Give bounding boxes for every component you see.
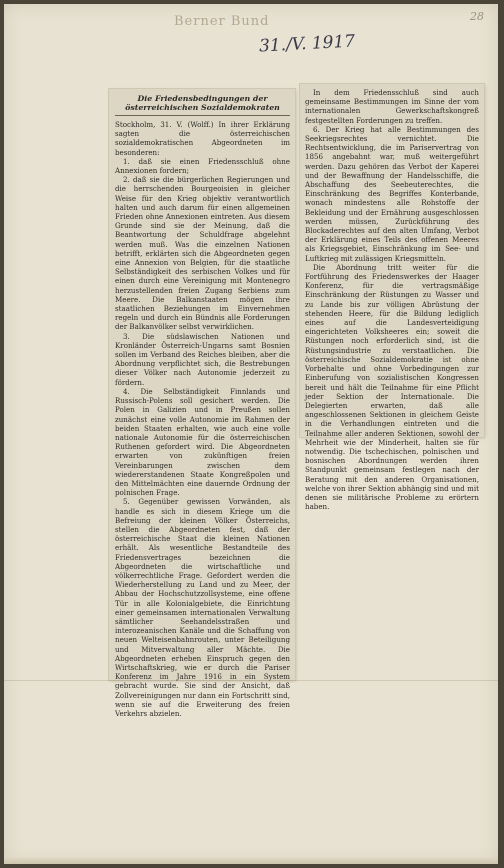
article-paragraph: In dem Friedensschluß sind auch gemeinsame Bestimmungen im Sinne der vom internationalen Gewerkschaftskongreß festgestellten Forderungen zu treffen. [305, 88, 479, 125]
article-paragraph: 3. Die südslawischen Nationen und Kronländer Österreich-Ungarns samt Bosnien sollen im Verband des Reiches bleiben, aber die Abordnung verpflichtet sich, die Bestrebungen dieser Völker nach Autonomie jederzeit zu fördern. [115, 331, 290, 387]
article-paragraph: 5. Gegenüber gewissen Vorwänden, als handle es sich in diesem Kriege um die Befreiung der kleinen Völker Österreichs, stellen die Abgeordneten fest, daß der österreichische Staat die kleinen Nationen erhält. Als wesentliche Bestandteile des Friedensvertrages bezeichnen die Abgeordneten die wirtschaftliche und völkerrechtliche Frage. Gefordert werden die Wiederherstellung zu Land und zu Meer, der Abbau der Hochschutzzollsysteme, eine offene Tür in alle Kolonialgebiete, die Einrichtung einer gemeinsamen internationalen Verwaltung sämtlicher Seehandelsstraßen und interozeanischen Kanäle und die Schaffung von neuen Welteisenbahnrouten, unter Beteiligung und Mitverwaltung aller Mächte. Die Abgeordneten erheben Einspruch gegen den Wirtschaftskrieg, wie er durch die Pariser Konferenz im Jahre 1916 in ein System gebracht wurde. Sie sind der Ansicht, daß Zollvereinigungen nur dann ein Fortschritt sind, wenn sie auf die Erweiterung des freien Verkehrs abzielen. [115, 497, 290, 718]
page-number: 28 [470, 10, 484, 23]
article-paragraph: Stockholm, 31. V. (Wolff.) In ihrer Erklärung sagten die österreichischen sozialdemokratischen Abgeordneten im besonderen: [115, 120, 290, 157]
article-paragraph: 2. daß sie die bürgerlichen Regierungen und die herrschenden Bourgeoisien in gleicher Weise für den Krieg objektiv verantwortlich halten und auch darum für einen allgemeinen Frieden ohne Annexionen eintreten. Aus diesem Grunde sind sie der Meinung, daß die Beantwortung der Schuldfrage abgelehnt werden muß. Was die einzelnen Nationen betrifft, erklärten sich die Abgeordneten gegen eine Annexion von Belgien, für die staatliche Selbständigkeit des serbischen Volkes und für einen durch eine Vereinigung mit Montenegro herzustellenden freien Zugang Serbiens zum Meere. Die Balkanstaaten mögen ihre staatlichen Beziehungen im Einvernehmen regeln und durch ein Bündnis alle Forderungen der Balkanvölker selbst verwirklichen. [115, 175, 290, 332]
article-paragraph: Die Abordnung tritt weiter für die Fortführung des Friedenswerkes der Haager Konferenz, für die vertragsmäßige Einschränkung der Rüstungen zu Wasser und zu Lande bis zur völligen Abrüstung der stehenden Heere, für die Bildung lediglich eines auf die Landesverteidigung eingerichteten Volksheeres ein; soweit die Rüstungen noch erforderlich sind, ist die Rüstungsindustrie zu verstaatlichen. Die österreichische Sozialdemokratie ist ohne Vorbehalte und ohne Vorbedingungen zur Einberufung von sozialistischen Kongressen bereit und hält die Teilnahme für eine Pflicht jeder Sektion der Internationale. Die Delegierten erwarten, daß alle angeschlossenen Sektionen in gleichem Geiste in die Verhandlungen eintreten und die Teilnahme aller anderen Sektionen, sowohl der Mehrheit wie der Minderheit, halten sie für notwendig. Die tschechischen, polnischen und bosnischen Abordnungen werden ihren Standpunkt gemeinsam festlegen nach der Beratung mit den anderen Organisationen, welche von ihrer Sektion abhängig sind und mit denen sie militärische Probleme zu erörtern haben. [305, 262, 479, 512]
article-headline: Die Friedensbedingungen der österreichischen Sozialdemokraten [115, 94, 290, 116]
article-paragraph: 4. Die Selbständigkeit Finnlands und Russisch-Polens soll gesichert werden. Die Polen in Galizien und in Preußen sollen zunächst eine volle Autonomie im Rahmen der beiden Staaten erhalten, wie auch eine volle nationale Autonomie für die österreichischen Ruthenen gefordert wird. Die Abgeordneten erwarten von zukünftigen freien Vereinbarungen zwischen dem wiedererstandenen Staate Kongreßpolen und den Mittelmächten eine dauernde Ordnung der polnischen Frage. [115, 386, 290, 498]
paper-fold-line [4, 680, 498, 681]
handwritten-date: 31./V. 1917 [258, 31, 356, 57]
article-paragraph: 6. Der Krieg hat alle Bestimmungen des Seekriegsrechtes vernichtet. Die Rechtsentwicklung, die im Pariservertrag von 1856 angebahnt war, muß weitergeführt werden. Dazu gehören das Verbot der Kaperei und der Bewaffnung der Handelsschiffe, die Abschaffung des Seebeuterechtes, die Einschränkung des Begriffes Konterbande, wonach mindestens alle Rohstoffe der Bekleidung und der Ernährung ausgeschlossen werden müssen, Zurückführung des Blockaderechtes auf den alten Umfang, Verbot der Erklärung eines Teils des offenen Meeres als Kriegsgebiet, Einschränkung im See- und Luftkrieg mit zulässigen Kriegsmitteln. [305, 124, 479, 263]
article-paragraph: 1. daß sie einen Friedensschluß ohne Annexionen fordern; [115, 156, 290, 176]
clipping-left-column [109, 89, 295, 718]
newspaper-stamp: Berner Bund [174, 14, 270, 29]
clipping-right-column [300, 84, 484, 512]
